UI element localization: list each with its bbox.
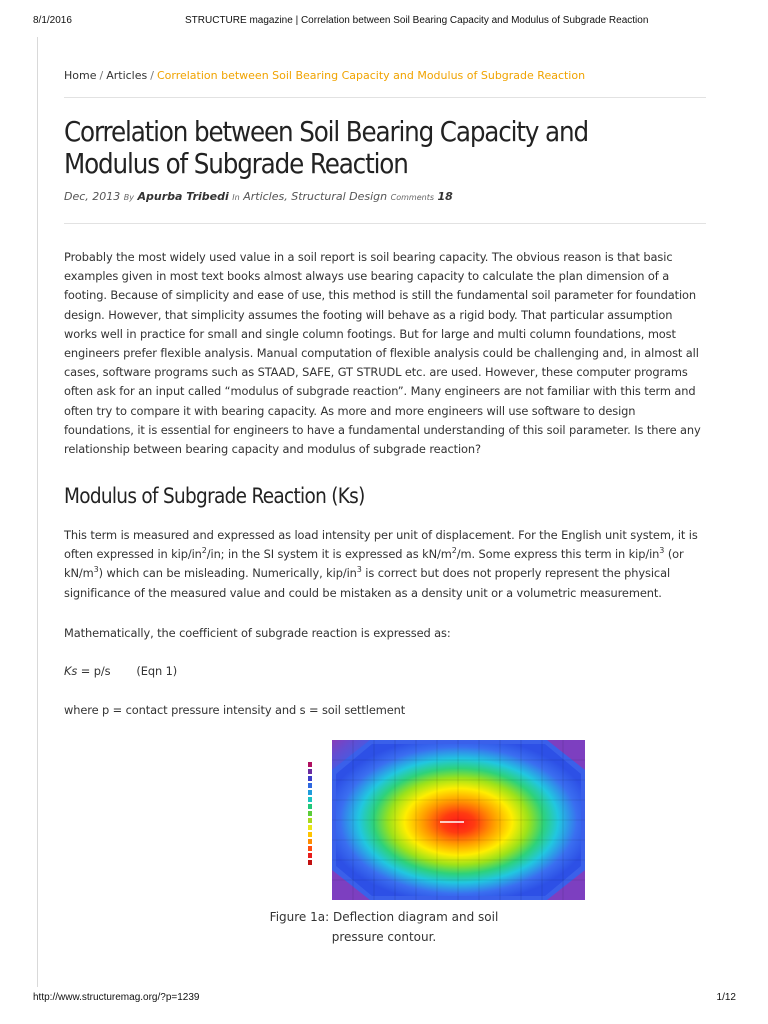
breadcrumb-separator: / [99, 69, 104, 82]
breadcrumb [64, 69, 585, 82]
equation-variable: Ks [64, 664, 78, 678]
divider [64, 97, 706, 98]
definition-paragraph: where p = contact pressure intensity and s = soil settlement [64, 703, 406, 717]
author-link[interactable]: Apurba Tribedi [137, 190, 229, 203]
math-intro-paragraph: Mathematically, the coefficient of subgrade reaction is expressed as: [64, 626, 451, 640]
by-label: By [123, 193, 135, 202]
intro-paragraph: Probably the most widely used value in a soil report is soil bearing capacity. The obvious reason is that basic examples given in most text books almost always use bearing capacity to calculate the plan dimension of a footing. Because of simplicity and ease of use, this method is still the fundamental soil parameter for foundation design. However, that simplicity assumes the footing will behave as a rigid body. That particular assumption works well in practice for small and single column footings. But for large and multi column foundations, most engineers prefer flexible analysis. Manual computation of flexible analysis could be challenging and, in almost all cases, software programs such as STAAD, SAFE, GT STRUDL etc. are used. However, these computer programs often ask for an input called “modulus of subgrade reaction”. Many engineers are not familiar with this term and often try to compare it with bearing capacity. As more and more engineers will use software to design foundations, it is essential for engineers to have a fundamental understanding of this soil parameter. Is there any relationship between bearing capacity and modulus of subgrade reaction? [64, 250, 701, 457]
comments-label: Comments [390, 193, 435, 202]
print-title: STRUCTURE magazine | Correlation between Soil Bearing Capacity and Modulus of Subgrade Reaction [185, 15, 649, 26]
print-url: http://www.structuremag.org/?p=1239 [33, 992, 200, 1003]
in-label: In [232, 193, 240, 202]
legend-background [242, 740, 332, 900]
equation [64, 662, 706, 681]
page-number: 1/12 [716, 992, 736, 1003]
breadcrumb-home-link[interactable]: Home [64, 69, 97, 82]
article-meta [64, 190, 453, 203]
page-title: Correlation between Soil Bearing Capacity and Modulus of Subgrade Reaction [64, 115, 588, 180]
units-paragraph: This term is measured and expressed as load intensity per unit of displacement. For the English unit system, it is often expressed in kip/$in^2/in$; in the SI system it is expressed as $kN/m^2/m$. Some express this term in kip/$in^3$ (or $kN/m^3$) which can be misleading. Numerically, kip/$in^3$ is correct but does not properly represent the physical significance of the measured value and could be mistaken as a density unit or a volumetric measurement. [64, 528, 698, 600]
figure-caption: Figure 1a: Deflection diagram and soil pressure contour. [269, 910, 499, 944]
soil-pressure-contour-figure [242, 740, 585, 900]
equation-expression: = p/s [77, 664, 111, 678]
print-date: 8/1/2016 [33, 15, 72, 26]
article-date: Dec, 2013 [64, 190, 121, 203]
breadcrumb-separator: / [150, 69, 154, 82]
print-header [0, 15, 768, 29]
divider [64, 223, 706, 224]
equation-label: (Eqn 1) [136, 664, 178, 678]
breadcrumb-articles-link[interactable]: Articles [106, 69, 148, 82]
figure-legend [308, 762, 312, 865]
section-heading: Modulus of Subgrade Reaction (Ks) [64, 484, 365, 508]
breadcrumb-current: Correlation between Soil Bearing Capacity and Modulus of Subgrade Reaction [156, 69, 586, 82]
comments-count[interactable]: 18 [437, 190, 453, 203]
category-links[interactable]: Articles, Structural Design [243, 190, 388, 203]
left-divider [37, 37, 38, 987]
